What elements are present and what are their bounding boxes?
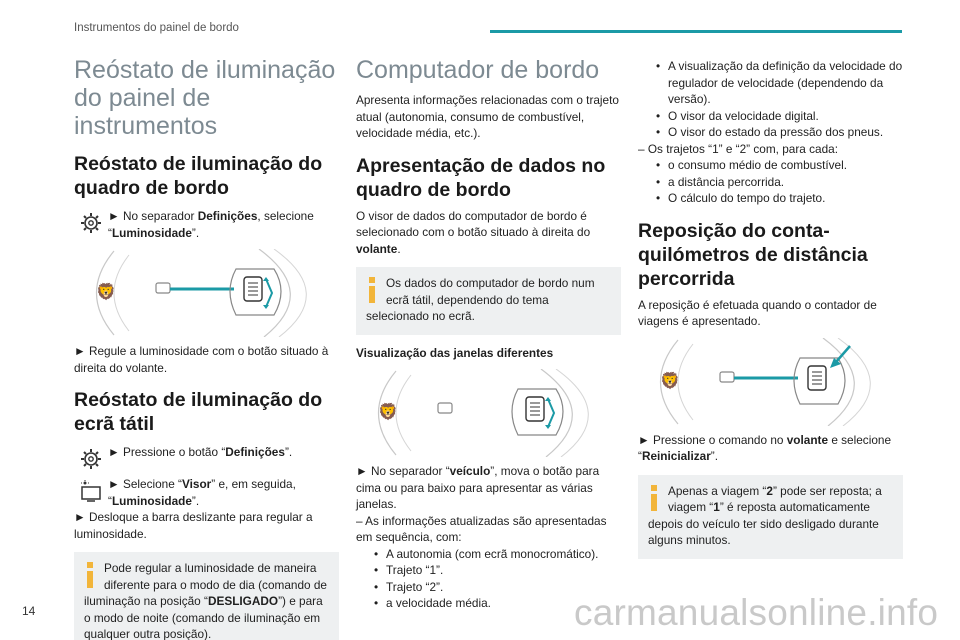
- list-item: • O cálculo do tempo do trajeto.: [638, 190, 903, 207]
- step-slide-bar: ► Desloque a barra deslizante para regular a luminosidade.: [74, 510, 313, 541]
- list-item: • O visor do estado da pressão dos pneus.: [638, 124, 903, 141]
- column-3: [638, 58, 903, 559]
- subtitle-touchscreen-rheostat: Reóstato de iluminação do ecrã tátil: [74, 389, 323, 435]
- header-title: Instrumentos do painel de bordo: [74, 22, 239, 34]
- step-text: ► Pressione o botão “Definições”.: [108, 445, 293, 459]
- gear-icon: [74, 444, 108, 474]
- svg-text:🦁: 🦁: [96, 282, 116, 301]
- list-item: • o consumo médio de combustível.: [638, 157, 903, 174]
- list-item: • a distância percorrida.: [638, 174, 903, 191]
- subtitle-dashboard-rheostat: Reóstato de iluminação do quadro de bordo: [74, 153, 323, 199]
- steering-wheel-illustration: [638, 338, 903, 426]
- header-accent-bar: [490, 30, 902, 33]
- step-select-display: [74, 476, 339, 509]
- dash-item-sequence: – As informações atualizadas são apresentadas em sequência, com:: [356, 513, 607, 544]
- section-title-trip-computer: Computador de bordo: [356, 56, 600, 84]
- steering-wheel-illustration: [74, 249, 339, 337]
- section-title-rheostat: Reóstato de iluminação do painel de instrumentos: [74, 56, 336, 140]
- step-reset: ► Pressione o comando no volante e selecione “Reinicializar”.: [638, 432, 892, 463]
- list-item: • O visor da velocidade digital.: [638, 108, 903, 125]
- info-note-day-night: Pode regular a luminosidade de maneira diferente para o modo de dia (comando de iluminação na posição “DESLIGADO”) e para o modo de noite (comando de iluminação em qualquer outra posição).: [74, 552, 339, 640]
- subtitle-trip-reset: Reposição do conta-quilómetros de distância percorrida: [638, 219, 868, 290]
- intro-paragraph: Apresenta informações relacionadas com o trajeto atual (autonomia, consumo de combustível, velocidade média, etc.).: [356, 93, 619, 140]
- subtitle-data-presentation: Apresentação de dados no quadro de bordo: [356, 154, 606, 201]
- bullet-list-trips: [638, 157, 903, 207]
- watermark: carmanualsonline.info: [574, 592, 939, 633]
- list-item: • A visualização da definição da velocidade do regulador de velocidade (dependendo da versão).: [638, 58, 903, 108]
- step-regulate-luminosity: ► Regule a luminosidade com o botão situado à direita do volante.: [74, 344, 329, 375]
- list-item: • Trajeto “1”.: [356, 562, 621, 579]
- step-settings-luminosity: [74, 208, 339, 241]
- steering-wheel-illustration: [356, 369, 621, 457]
- dash-item-trips: – Os trajetos “1” e “2” com, para cada:: [638, 141, 838, 156]
- step-text: ► Selecione “Visor” e, em seguida, “Luminosidade”.: [108, 477, 296, 508]
- label-windows: Visualização das janelas diferentes: [356, 345, 554, 360]
- display-brightness-icon: [74, 476, 108, 506]
- info-icon: [648, 485, 660, 511]
- list-item: • a velocidade média.: [356, 595, 621, 612]
- step-vehicle-tab: ► No separador “veículo”, mova o botão para cima ou para baixo para apresentar as várias janelas.: [356, 464, 600, 511]
- column-2: [356, 52, 621, 612]
- info-icon: [84, 562, 96, 588]
- page-number: 14: [22, 604, 36, 618]
- info-icon: [366, 277, 378, 303]
- bullet-list-continued: [638, 58, 903, 141]
- svg-text:🦁: 🦁: [378, 402, 398, 421]
- svg-text:🦁: 🦁: [660, 370, 680, 390]
- paragraph-selection: O visor de dados do computador de bordo é selecionado com o botão situado à direita do volante.: [356, 208, 591, 256]
- list-item: • Trajeto “2”.: [356, 579, 621, 596]
- info-note-touchscreen: Os dados do computador de bordo num ecrã tátil, dependendo do tema selecionado no ecrã.: [356, 267, 621, 335]
- paragraph-reset: A reposição é efetuada quando o contador de viagens é apresentado.: [638, 297, 877, 328]
- info-note-reset: Apenas a viagem “2” pode ser reposta; a viagem “1” é reposta automaticamente depois do veículo ter sido desligado durante alguns minutos.: [638, 475, 903, 559]
- step-text: ► No separador Definições, selecione “Luminosidade”.: [108, 209, 314, 240]
- gear-icon: [74, 208, 108, 238]
- step-press-settings: [74, 444, 339, 474]
- list-item: • A autonomia (com ecrã monocromático).: [356, 546, 621, 563]
- column-1: [74, 52, 339, 640]
